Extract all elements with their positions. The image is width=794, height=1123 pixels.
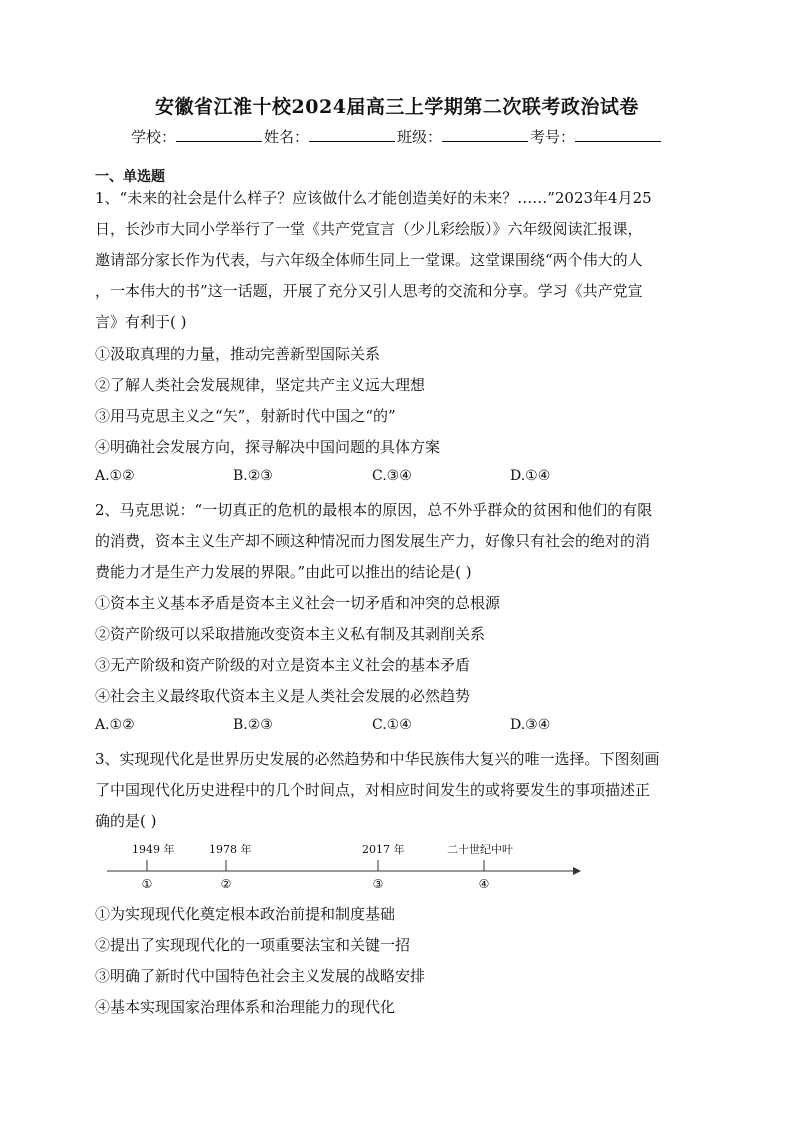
q2-option-c[interactable]: C.①④ [372,717,412,733]
exam-number-label: 考号： [530,128,576,146]
q2-option-d[interactable]: D.③④ [510,717,551,733]
exam-number-field[interactable] [530,126,663,147]
q3-stem-line: 确的是( ) [95,812,157,830]
timeline-label-2017: 2017 年 [362,843,405,856]
q3-item: ④基本实现国家治理体系和治理能力的现代化 [95,998,396,1016]
q2-item: ④社会主义最终取代资本主义是人类社会发展的必然趋势 [95,687,471,705]
q2-stem-line: 的消费，资本主义生产却不顾这种情况而力图发展生产力，好像只有社会的绝对的消 [95,532,651,550]
q2-stem-line: 2、马克思说：“一切真正的危机的最根本的原因，总不外乎群众的贫困和他们的有限 [95,501,653,519]
exam-title: 安徽省江淮十校2024届高三上学期第二次联考政治试卷 [155,96,639,118]
timeline-mark-2: ② [220,877,232,891]
q1-option-b[interactable]: B.②③ [233,468,273,484]
q1-item: ④明确社会发展方向，探寻解决中国问题的具体方案 [95,438,441,456]
q2-stem-line: 费能力才是生产力发展的界限。”由此可以推出的结论是( ) [95,563,472,581]
q1-stem-line: ，一本伟大的书”这一话题，开展了充分又引人思考的交流和分享。学习《共产党宣 [95,282,643,300]
q1-option-d[interactable]: D.①④ [510,468,551,484]
q3-stem-line: 了中国现代化历史进程中的几个时间点，对相应时间发生的或将要发生的事项描述正 [95,781,651,799]
timeline-label-mid-century: 二十世纪中叶 [447,843,513,856]
section-title: 一、单选题 [95,169,165,185]
q1-stem-line: 言》有利于( ) [95,313,187,331]
timeline-label-1949: 1949 年 [132,843,175,856]
q1-stem-line: 日，长沙市大同小学举行了一堂《共产党宣言（少儿彩绘版）》六年级阅读汇报课， [95,220,643,238]
q2-option-a[interactable]: A.①② [95,717,135,733]
q1-stem-line: 1、“未来的社会是什么样子？应该做什么才能创造美好的未来？……”2023年4月25 [95,189,652,207]
timeline-mark-1: ① [141,877,153,891]
q1-option-a[interactable]: A.①② [95,468,135,484]
school-field[interactable] [131,126,264,147]
class-label: 班级： [397,128,443,146]
q3-item: ③明确了新时代中国特色社会主义发展的战略安排 [95,967,426,985]
q1-item: ①汲取真理的力量，推动完善新型国际关系 [95,345,381,363]
timeline-arrow-icon [573,867,581,875]
school-blank[interactable] [176,127,262,142]
q2-item: ①资本主义基本矛盾是资本主义社会一切矛盾和冲突的总根源 [95,594,501,612]
q2-item: ③无产阶级和资产阶级的对立是资本主义社会的基本矛盾 [95,656,471,674]
timeline-mark-4: ④ [478,877,490,891]
q3-item: ②提出了实现现代化的一项重要法宝和关键一招 [95,936,411,954]
q2-option-b[interactable]: B.②③ [233,717,273,733]
school-label: 学校： [130,128,176,146]
student-info-fields [0,126,794,147]
q1-item: ③用马克思主义之“矢”，射新时代中国之“的” [95,407,396,425]
q3-item: ①为实现现代化奠定根本政治前提和制度基础 [95,905,396,923]
name-field[interactable] [264,126,397,147]
class-blank[interactable] [442,127,528,142]
exam-number-blank[interactable] [575,127,661,142]
q1-option-c[interactable]: C.③④ [372,468,412,484]
name-blank[interactable] [309,127,395,142]
q1-item: ②了解人类社会发展规律，坚定共产主义远大理想 [95,376,426,394]
q3-stem-line: 3、实现现代化是世界历史发展的必然趋势和中华民族伟大复兴的唯一选择。下图刻画 [95,750,660,768]
history-timeline-diagram [95,838,585,896]
timeline-mark-3: ③ [372,877,384,891]
q2-item: ②资产阶级可以采取措施改变资本主义私有制及其剥削关系 [95,625,486,643]
q1-stem-line: 邀请部分家长作为代表，与六年级全体师生同上一堂课。这堂课围绕“两个伟大的人 [95,251,643,269]
name-label: 姓名： [263,128,309,146]
class-field[interactable] [397,126,530,147]
timeline-label-1978: 1978 年 [209,843,252,856]
